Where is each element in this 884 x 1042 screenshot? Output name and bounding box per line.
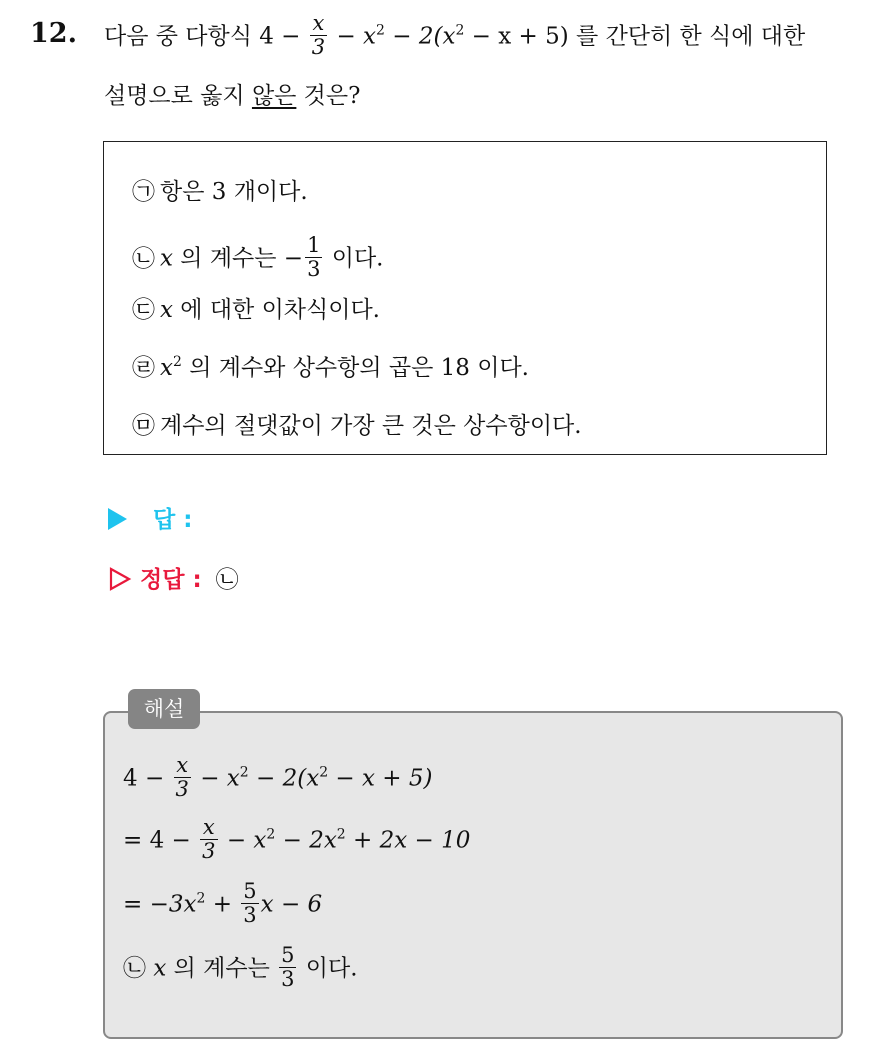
option-mark: ㉡ <box>132 245 155 272</box>
option-mark: ㉤ <box>132 413 155 439</box>
underlined-word: 않은 <box>251 83 297 109</box>
option-mark: ㉠ <box>132 179 155 205</box>
question-number: 12. <box>30 18 77 49</box>
play-filled-icon <box>108 508 127 530</box>
option-4: ㉣ $x^2$ 의 계수와 상수항의 곱은 18 이다. <box>132 350 529 386</box>
play-outline-icon <box>108 567 132 591</box>
option-5: ㉤ 계수의 절댓값이 가장 큰 것은 상수항이다. <box>132 408 582 444</box>
option-1: ㉠ 항은 3 개이다. <box>132 174 308 210</box>
question-line-1: 다음 중 다항식 4 − $\frac{x}{3}$ − $x^2 - 2(x^2 - x + 5)$ 를 간단히 한 식에 대한 <box>104 11 806 59</box>
option-mark: ㉣ <box>132 355 155 381</box>
answer-label: 답 : <box>153 507 193 533</box>
answer-row <box>108 500 192 540</box>
correct-answer-label: 정답 : <box>140 567 202 593</box>
solution-line-3: = $-3x^2$ + $\frac{5}{3}$ x − 6 <box>123 879 323 927</box>
option-3: ㉢ x 에 대한 이차식이다. <box>132 292 380 328</box>
option-fraction: $\frac{1}{3}$ <box>307 233 321 281</box>
option-mark: ㉢ <box>132 297 155 323</box>
option-2: ㉡ x 의 계수는 − $\frac{1}{3}$ 이다. <box>132 233 384 281</box>
solution-line-2: = 4 − $\frac{x}{3}$ − $x^2 - 2x^2 + 2x - 10$ <box>123 815 471 863</box>
correct-answer-value: ㉡ <box>215 567 239 593</box>
correct-answer-row <box>108 560 239 600</box>
solution-line-4: ㉡ x 의 계수는 $\frac{5}{3}$ 이다. <box>123 943 358 991</box>
solution-line-1: 4 − $\frac{x}{3}$ − $x^2 - 2(x^2 - x + 5)$ <box>123 753 433 801</box>
question-fraction: $\frac{x}{3}$ <box>311 11 326 59</box>
question-line-2: 설명으로 옳지 않은 것은? <box>104 83 361 109</box>
solution-tab: 해설 <box>128 689 200 729</box>
